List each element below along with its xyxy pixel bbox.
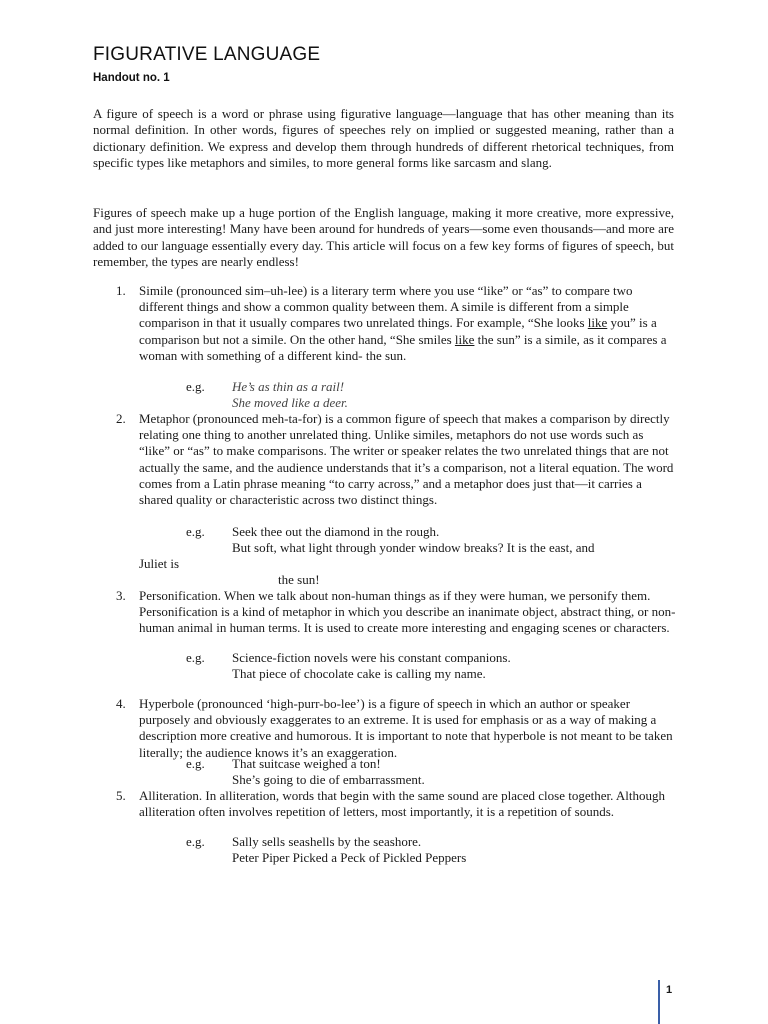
example-text: That piece of chocolate cake is calling my name. bbox=[232, 666, 486, 681]
example-text: Sally sells seashells by the seashore. bbox=[232, 834, 422, 849]
hyperbole-definition: Hyperbole (pronounced ‘high-purr-bo-lee’) is a figure of speech in which an author or speaker purposely and obviously exaggerates to an extreme. It is used for emphasis or as a way of making a description more creative and humorous. It is important to note that hyperbole is not meant to be taken literally; the audience knows it’s an exaggeration. bbox=[139, 696, 673, 760]
intro-paragraph-1: A figure of speech is a word or phrase using figurative language—language that has other meaning than its normal definition. In other words, figures of speeches rely on implied or suggested meaning, rather than a dictionary definition. We express and develop them through hundreds of different rhetorical techniques, from specific types like metaphors and similes, to more general forms like sarcasm and slang. bbox=[93, 106, 674, 170]
example-text: the sun! bbox=[278, 572, 320, 587]
example-text: Juliet is bbox=[139, 556, 180, 571]
eg-label: e.g. bbox=[186, 379, 205, 394]
list-number: 3. bbox=[116, 588, 126, 603]
example-text: He’s as thin as a rail! bbox=[232, 379, 345, 394]
intro-paragraph-2: Figures of speech make up a huge portion of the English language, making it more creative, more expressive, and just more interesting! Many have been around for hundreds of years—some even thousands—and more are added to our language essentially every day. This article will focus on a few key forms of figures of speech, but remember, the types are nearly endless! bbox=[93, 205, 674, 269]
underlined-like: like bbox=[587, 315, 608, 331]
list-number: 4. bbox=[116, 696, 126, 711]
alliteration-definition: Alliteration. In alliteration, words that begin with the same sound are placed close together. Although alliteration often involves repetition of letters, most importantly, it is a repetition of sounds. bbox=[139, 788, 666, 820]
list-number: 5. bbox=[116, 788, 126, 803]
example-text: Peter Piper Picked a Peck of Pickled Peppers bbox=[232, 850, 467, 865]
eg-label: e.g. bbox=[186, 756, 205, 771]
example-text: Science-fiction novels were his constant companions. bbox=[232, 650, 511, 665]
personification-definition: Personification. When we talk about non-human things as if they were human, we personify them. Personification is a kind of metaphor in which you describe an inanimate object, abstract thing, or non-human animal in human terms. It is used to create more interesting and engaging scenes or characters. bbox=[139, 588, 676, 636]
list-number: 1. bbox=[116, 283, 126, 298]
example-text: She moved like a deer. bbox=[232, 395, 348, 410]
eg-label: e.g. bbox=[186, 650, 205, 665]
handout-number: Handout no. 1 bbox=[93, 72, 170, 84]
page-number: 1 bbox=[666, 984, 673, 996]
example-text: Seek thee out the diamond in the rough. bbox=[232, 524, 440, 539]
simile-definition: Simile (pronounced sim–uh-lee) is a literary term where you use “like” or “as” to compare two different things and show a common quality between them. A simile is different from a simple comparison in that it usually compares two unrelated things. For example, “She looks like you” is a comparison but not a simile. On the other hand, “She smiles like the sun” is a simile, as it compares a woman with something of a different kind- the sun. bbox=[139, 283, 667, 363]
eg-label: e.g. bbox=[186, 524, 205, 539]
metaphor-definition: Metaphor (pronounced meh-ta-for) is a common figure of speech that makes a comparison by directly relating one thing to another unrelated thing. Unlike similes, metaphors do not use words such as “like” or “as” to make comparisons. The writer or speaker relates the two unrelated things that are not actually the same, and the audience understands that it’s a comparison, not a literal equation. The word comes from a Latin phrase meaning “to carry across,” and a metaphor does just that—it carries a shared quality or characteristic across two distinct things. bbox=[139, 411, 674, 508]
underlined-like: like bbox=[454, 331, 475, 347]
page-title: FIGURATIVE LANGUAGE bbox=[93, 44, 321, 65]
example-text: But soft, what light through yonder window breaks? It is the east, and bbox=[232, 540, 595, 555]
example-text: That suitcase weighed a ton! bbox=[232, 756, 381, 771]
eg-label: e.g. bbox=[186, 834, 205, 849]
list-number: 2. bbox=[116, 411, 126, 426]
example-text: She’s going to die of embarrassment. bbox=[232, 772, 425, 787]
page-number-divider bbox=[658, 980, 660, 1024]
